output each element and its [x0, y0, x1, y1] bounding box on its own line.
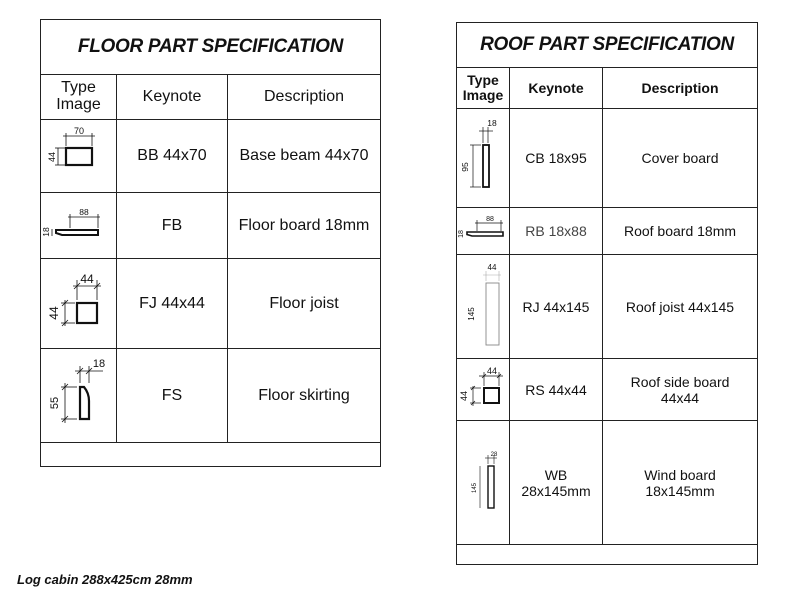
floor-skirting-profile-icon — [47, 355, 111, 437]
svg-text:145: 145 — [472, 482, 478, 493]
keynote-cell: FJ 44x44 — [116, 259, 227, 348]
type-image-cell — [457, 421, 509, 544]
floor-table-title: FLOOR PART SPECIFICATION — [41, 20, 380, 75]
description-cell: Roof board 18mm — [602, 208, 757, 254]
table-row — [457, 255, 757, 359]
svg-text:18: 18 — [92, 357, 105, 370]
keynote-cell: RS 44x44 — [509, 359, 602, 420]
table-row — [457, 359, 757, 421]
table-row — [41, 193, 380, 259]
svg-text:88: 88 — [486, 216, 494, 223]
svg-text:95: 95 — [460, 162, 470, 172]
keynote-cell: CB 18x95 — [509, 109, 602, 207]
table-row — [41, 259, 380, 349]
floor-table-header-row — [41, 75, 380, 120]
roof-table-header-row — [457, 68, 757, 109]
document-caption: Log cabin 288x425cm 28mm — [17, 572, 193, 587]
description-cell: Floor joist — [227, 259, 380, 348]
roof-part-specification-table — [456, 22, 758, 565]
keynote-cell: WB 28x145mm — [509, 421, 602, 544]
roof-joist-profile-icon — [461, 261, 505, 353]
svg-text:18: 18 — [458, 230, 465, 238]
description-cell: Roof joist 44x145 — [602, 255, 757, 358]
svg-text:145: 145 — [467, 306, 476, 321]
table-row — [457, 208, 757, 255]
keynote-cell: RJ 44x145 — [509, 255, 602, 358]
type-image-cell — [457, 255, 509, 358]
type-image-cell — [41, 120, 116, 192]
svg-text:44: 44 — [46, 151, 57, 163]
description-cell: Cover board — [602, 109, 757, 207]
table-row — [457, 421, 757, 545]
floor-joist-profile-icon — [47, 266, 111, 342]
svg-text:28: 28 — [490, 451, 498, 458]
roof-table-title: ROOF PART SPECIFICATION — [457, 23, 757, 68]
svg-text:18: 18 — [487, 118, 497, 128]
svg-text:44: 44 — [79, 271, 94, 286]
table-row — [457, 109, 757, 208]
cover-board-profile-icon — [461, 115, 505, 201]
keynote-cell: FS — [116, 349, 227, 442]
type-image-cell — [41, 193, 116, 258]
type-image-cell — [41, 259, 116, 348]
svg-text:18: 18 — [40, 226, 51, 237]
type-image-header: Type Image — [462, 72, 504, 103]
floor-board-profile-icon — [40, 206, 112, 246]
table-row — [41, 120, 380, 193]
svg-text:70: 70 — [73, 126, 84, 136]
description-header: Description — [602, 68, 757, 108]
svg-text:44: 44 — [46, 305, 61, 320]
base-beam-profile-icon — [46, 126, 109, 186]
svg-text:44: 44 — [487, 262, 497, 272]
roof-side-board-profile-icon — [459, 364, 507, 416]
description-cell: Floor board 18mm — [227, 193, 380, 258]
keynote-header: Keynote — [116, 75, 227, 119]
keynote-cell: BB 44x70 — [116, 120, 227, 192]
roof-board-profile-icon — [459, 215, 507, 247]
keynote-cell: RB 18x88 — [509, 208, 602, 254]
wind-board-profile-icon — [461, 448, 505, 518]
svg-text:44: 44 — [459, 390, 469, 401]
keynote-cell: FB — [116, 193, 227, 258]
description-cell: Wind board 18x145mm — [602, 421, 757, 544]
description-cell: Floor skirting — [227, 349, 380, 442]
type-image-cell — [41, 349, 116, 442]
table-row — [41, 349, 380, 443]
description-header: Description — [227, 75, 380, 119]
floor-part-specification-table — [40, 19, 381, 467]
description-cell: Base beam 44x70 — [227, 120, 380, 192]
type-image-cell — [457, 208, 509, 254]
svg-text:44: 44 — [486, 365, 498, 376]
svg-text:55: 55 — [48, 396, 61, 409]
keynote-header: Keynote — [509, 68, 602, 108]
type-image-cell — [457, 109, 509, 207]
type-image-cell — [457, 359, 509, 420]
type-image-header: Type Image — [56, 79, 101, 113]
svg-text:88: 88 — [78, 206, 89, 217]
description-cell: Roof side board 44x44 — [602, 359, 757, 420]
